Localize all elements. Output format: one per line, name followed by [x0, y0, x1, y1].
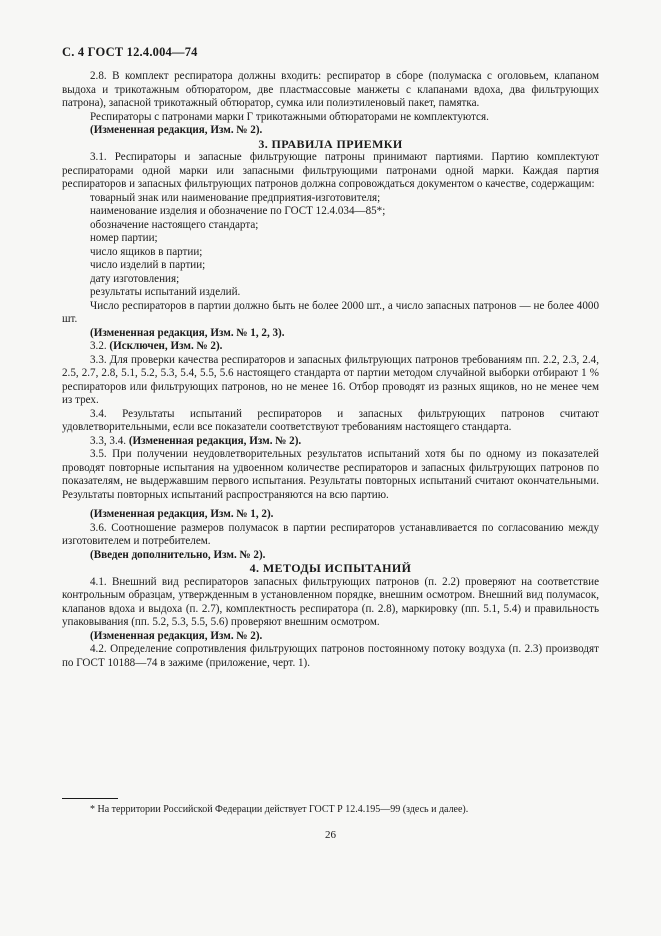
paragraph-3-6: 3.6. Соотношение размеров полумасок в партии респираторов устанавливается по согласованию между изготовителем и потребителем.: [62, 521, 599, 547]
paragraph-4-1: 4.1. Внешний вид респираторов запасных фильтрующих патронов (п. 2.2) проверяют на соответствие контрольным образцам, утвержденным в установленном порядке, внешним осмотром. Внешний вид полумасок, клапанов вдоха и выдоха (п. 2.7), комплектность респиратора (п. 2.8), маркировку (пп. 5.1, 5.4) и правильность упаковывания (пп. 5.2, 5.3, 5.5, 5.6) проверяют внешним осмотром.: [62, 575, 599, 628]
footnote: * На территории Российской Федерации действует ГОСТ Р 12.4.195—99 (здесь и далее).: [90, 804, 469, 815]
paragraph-3-1-limits: Число респираторов в партии должно быть не более 2000 шт., а число запасных патронов — не более 4000 шт.: [62, 299, 599, 325]
list-item: дату изготовления;: [90, 272, 180, 285]
amendment-line: [62, 435, 599, 449]
excluded-note: (Исключен, Изм. № 2).: [109, 340, 223, 352]
paragraph-3-2: [62, 340, 599, 354]
paragraph-3-3: 3.3. Для проверки качества респираторов и запасных фильтрующих патронов требованиям пп. 2.2, 2.3, 2.4, 2.5, 2.7, 2.8, 5.1, 5.2, 5.3, 5.4, 5.5, 5.6 настоящего стандарта от партии методом случайной выборки отбирают 1 % респираторов или фильтрующих патронов, но не менее 16. Отбор проводят из разных ящиков, но не менее чем из трех.: [62, 353, 599, 406]
paragraph-3-1: 3.1. Респираторы и запасные фильтрующие патроны принимают партиями. Партию комплектуют респираторами одной марки или запасными фильтрующими патронами одной марки. Каждая партия респираторов и запасных фильтрующих патронов должна сопровождаться документом о качестве, содержащим:: [62, 151, 599, 190]
paragraph-3-5: 3.5. При получении неудовлетворительных результатов испытаний хотя бы по одному из показателей проводят повторные испытания на удвоенном количестве респираторов и запасных фильтрующих патронов по показателям, не выдержавшим первого испытания. Результаты повторных испытаний считают окончательными. Результаты повторных испытаний распространяются на всю партию.: [62, 448, 599, 501]
section-4-title: 4. МЕТОДЫ ИСПЫТАНИЙ: [249, 561, 412, 575]
amendment-note: (Измененная редакция, Изм. № 2).: [128, 434, 302, 447]
paragraph-4-2: 4.2. Определение сопротивления фильтрующих патронов постоянному потоку воздуха (п. 2.3) производят по ГОСТ 10188—74 в зажиме (приложение, черт. 1).: [62, 643, 599, 669]
addition-note: (Введен дополнительно, Изм. № 2).: [90, 548, 266, 561]
list-item: обозначение настоящего стандарта;: [90, 218, 259, 231]
clause-number: 3.3, 3.4.: [90, 434, 127, 447]
list-item: число ящиков в партии;: [90, 245, 203, 258]
section-3-title: 3. ПРАВИЛА ПРИЕМКИ: [258, 136, 403, 151]
paragraph-2-8-note: Респираторы с патронами марки Г трикотажными обтюраторами не комплектуются.: [90, 110, 489, 123]
clause-number: 3.2.: [90, 340, 107, 352]
list-item: наименование изделия и обозначение по ГОСТ 12.4.034—85*;: [90, 205, 386, 217]
page-content: [62, 70, 599, 670]
amendment-note: (Измененная редакция, Изм. № 2).: [90, 124, 263, 136]
page-number: 26: [325, 829, 336, 841]
list-item: число изделий в партии;: [90, 259, 206, 271]
list-item: результаты испытаний изделий.: [90, 286, 241, 298]
paragraph-3-4: 3.4. Результаты испытаний респираторов и запасных фильтрующих патронов считают удовлетворительными, если все показатели соответствуют требованиям настоящего стандарта.: [62, 407, 599, 433]
paragraph-2-8: 2.8. В комплект респиратора должны входить: респиратор в сборе (полумаска с оголовьем, клапаном выдоха и трикотажным обтюратором, две пластмассовые манжеты с клапанами вдоха, два фильтрующих патрона), запасной трикотажный обтюратор, сумка или полиэтиленовый пакет, памятка.: [62, 70, 599, 109]
amendment-note: (Измененная редакция, Изм. № 1, 2).: [90, 508, 274, 520]
page-header: С. 4 ГОСТ 12.4.004—74: [62, 45, 198, 59]
list-item: номер партии;: [90, 232, 158, 244]
footnote-divider: [62, 798, 118, 799]
list-item: товарный знак или наименование предприятия-изготовителя;: [90, 191, 381, 204]
amendment-note: (Измененная редакция, Изм. № 1, 2, 3).: [90, 326, 285, 339]
amendment-note: (Измененная редакция, Изм. № 2).: [90, 629, 263, 642]
